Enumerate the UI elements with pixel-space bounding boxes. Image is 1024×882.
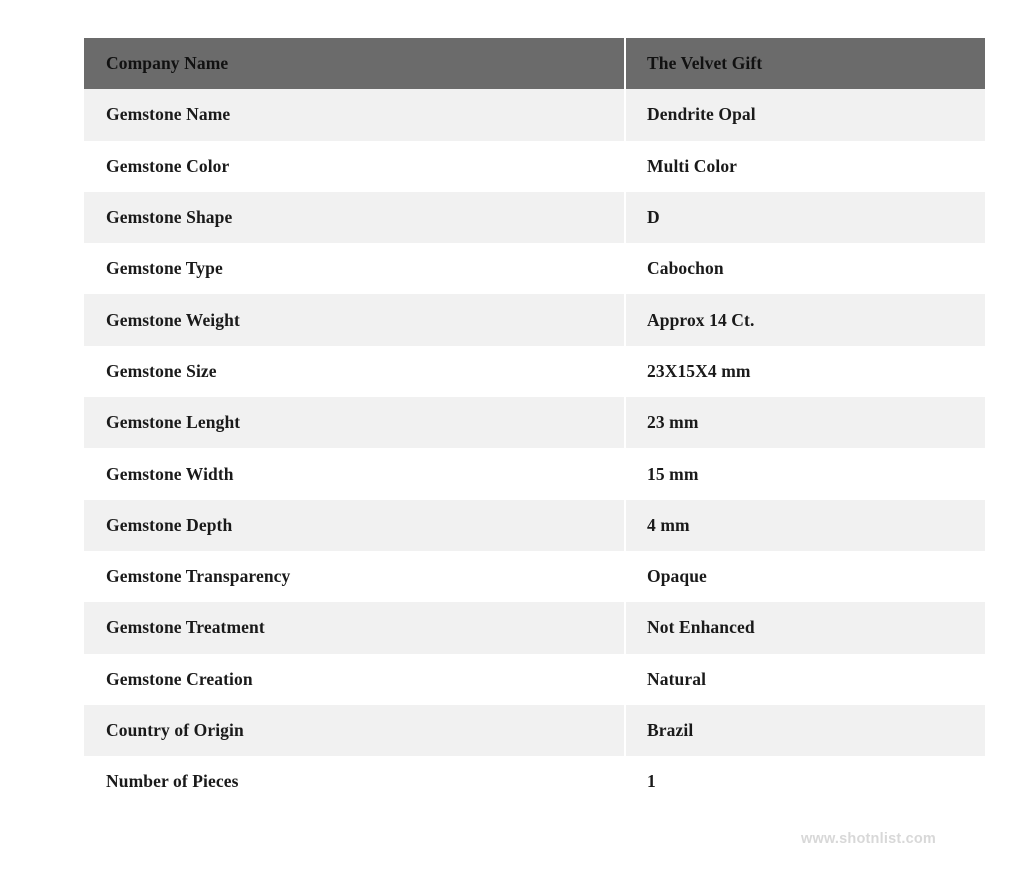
table-row <box>84 756 985 807</box>
row-label-cell: Gemstone Depth <box>84 500 625 551</box>
row-label-cell: Gemstone Width <box>84 448 625 499</box>
row-label-cell: Gemstone Transparency <box>84 551 625 602</box>
gemstone-spec-table <box>84 38 985 807</box>
header-value-cell: The Velvet Gift <box>625 38 985 89</box>
row-label-cell: Gemstone Name <box>84 89 625 140</box>
table-row <box>84 346 985 397</box>
row-value-cell: 1 <box>625 756 985 807</box>
table-row <box>84 89 985 140</box>
table-row <box>84 448 985 499</box>
row-label-cell: Gemstone Color <box>84 141 625 192</box>
row-label-cell: Gemstone Type <box>84 243 625 294</box>
row-value-cell: Not Enhanced <box>625 602 985 653</box>
table-row <box>84 602 985 653</box>
table-row <box>84 192 985 243</box>
row-value-cell: Natural <box>625 654 985 705</box>
row-value-cell: D <box>625 192 985 243</box>
row-label-cell: Gemstone Weight <box>84 294 625 345</box>
row-value-cell: Opaque <box>625 551 985 602</box>
row-label-cell: Gemstone Treatment <box>84 602 625 653</box>
row-value-cell: 4 mm <box>625 500 985 551</box>
row-label-cell: Gemstone Creation <box>84 654 625 705</box>
table-row <box>84 141 985 192</box>
table-row <box>84 294 985 345</box>
table-row <box>84 551 985 602</box>
table-row <box>84 397 985 448</box>
watermark: www.shotnlist.com <box>801 831 936 847</box>
row-value-cell: 15 mm <box>625 448 985 499</box>
table-row <box>84 500 985 551</box>
row-value-cell: Brazil <box>625 705 985 756</box>
row-value-cell: Approx 14 Ct. <box>625 294 985 345</box>
header-label-cell: Company Name <box>84 38 625 89</box>
row-value-cell: Cabochon <box>625 243 985 294</box>
row-label-cell: Country of Origin <box>84 705 625 756</box>
table-header-row <box>84 38 985 89</box>
row-value-cell: Multi Color <box>625 141 985 192</box>
table-row <box>84 243 985 294</box>
row-label-cell: Number of Pieces <box>84 756 625 807</box>
spec-table-body <box>84 38 985 807</box>
row-label-cell: Gemstone Lenght <box>84 397 625 448</box>
row-label-cell: Gemstone Shape <box>84 192 625 243</box>
row-value-cell: 23 mm <box>625 397 985 448</box>
row-value-cell: Dendrite Opal <box>625 89 985 140</box>
row-label-cell: Gemstone Size <box>84 346 625 397</box>
table-row <box>84 705 985 756</box>
row-value-cell: 23X15X4 mm <box>625 346 985 397</box>
table-row <box>84 654 985 705</box>
